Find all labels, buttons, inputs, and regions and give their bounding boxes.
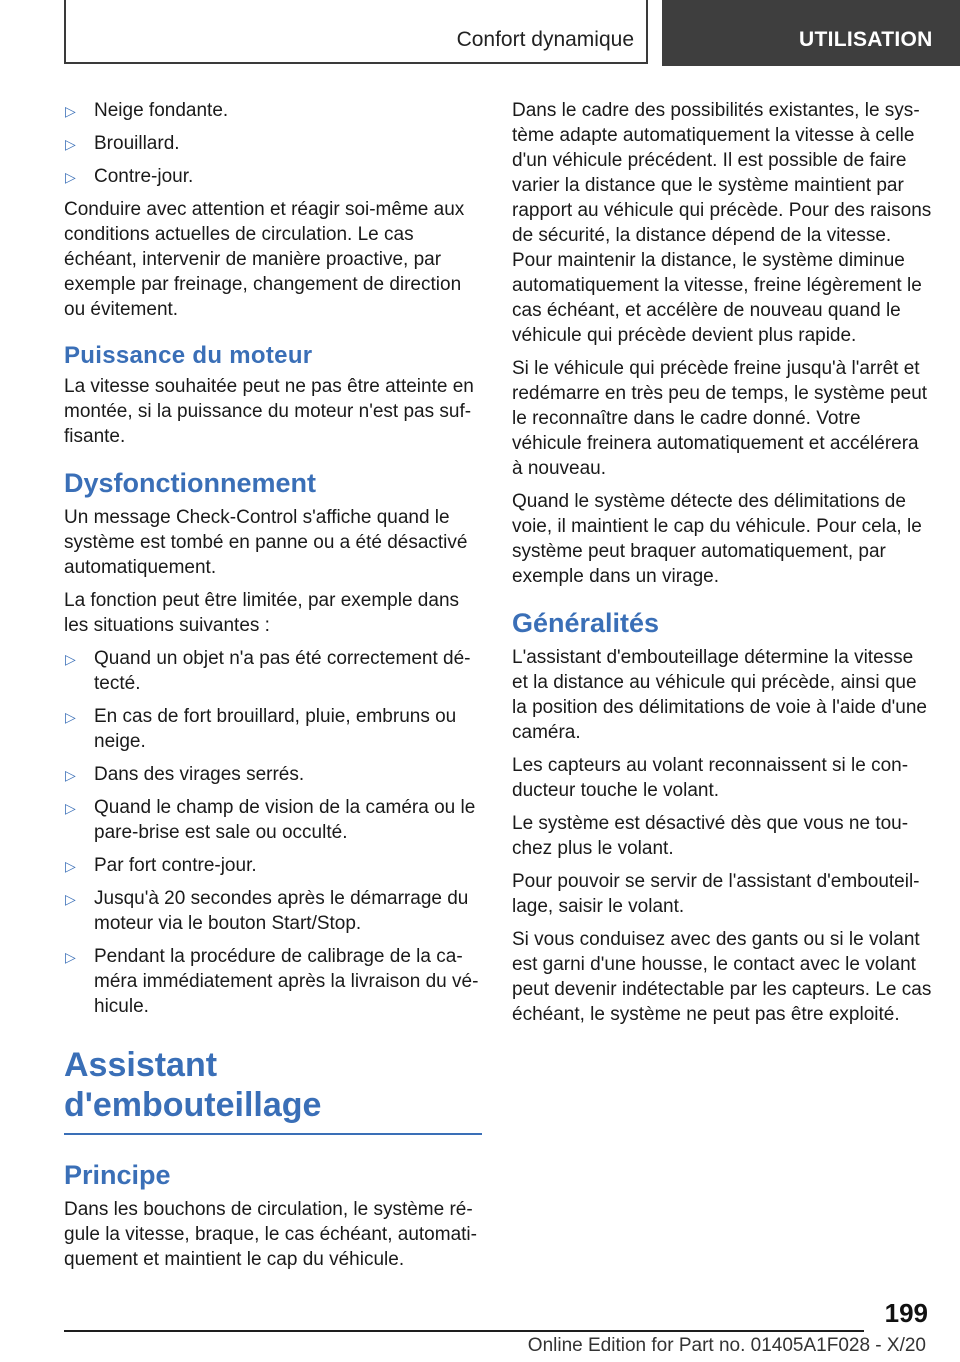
triangle-bullet-icon: ▷ — [65, 949, 76, 965]
paragraph: Dans le cadre des possibilités existantes, le système adapte automatiquement la vitesse à celle d'un véhicule précédent. Il est possible de faire varier la distance que le système maintient par rapport au véhicule qui précède. Pour des raisons de sécurité, la distance dépend de la vitesse. Pour maintenir la distance, le système diminue automatiquement la vitesse, freine légèrement le cas échéant, et accélère de nouveau quand le véhicule qui précède devient plus rapide. — [512, 100, 932, 346]
list-item: ▷ Neige fondante. — [65, 100, 229, 121]
triangle-bullet-icon: ▷ — [65, 800, 76, 816]
triangle-bullet-icon: ▷ — [65, 767, 76, 783]
heading-generalites: Généralités — [512, 608, 660, 638]
triangle-bullet-icon: ▷ — [65, 709, 76, 725]
list-item: ▷ Pendant la procédure de calibrage de la caméra immédiatement après la livraison du véhicule. — [65, 946, 479, 1017]
page-number: 199 — [884, 1298, 928, 1328]
paragraph: Dans les bouchons de circulation, le système régule la vitesse, braque, le cas échéant, automatiquement et maintient le cap du véhicule. — [64, 1199, 477, 1270]
bullet-list-conditions — [64, 98, 482, 189]
right-column — [512, 98, 932, 1035]
list-item: ▷ Quand le champ de vision de la caméra ou le pare-brise est sale ou occulté. — [65, 797, 476, 843]
triangle-bullet-icon: ▷ — [65, 103, 76, 119]
left-column — [64, 98, 482, 1280]
triangle-bullet-icon: ▷ — [65, 858, 76, 874]
list-item: ▷ Dans des virages serrés. — [65, 764, 305, 785]
list-item: ▷ Quand un objet n'a pas été correctement détecté. — [65, 648, 471, 694]
triangle-bullet-icon: ▷ — [65, 891, 76, 907]
triangle-bullet-icon: ▷ — [65, 136, 76, 152]
list-item: ▷ Par fort contre-jour. — [65, 855, 257, 876]
paragraph: Conduire avec attention et réagir soi-même aux conditions actuelles de circulation. Le cas échéant, intervenir de manière proactive, par exemple par freinage, changement de direction ou évitement. — [64, 199, 465, 320]
list-item: ▷ Contre-jour. — [65, 166, 194, 187]
paragraph: Quand le système détecte des délimitations de voie, il maintient le cap du véhicule. Pour cela, le système peut braquer automatiquement, par exemple dans un virage. — [512, 491, 922, 587]
triangle-bullet-icon: ▷ — [65, 169, 76, 185]
chapter-title-assistant: Assistant d'embouteillage — [64, 1045, 482, 1135]
paragraph: Pour pouvoir se servir de l'assistant d'embouteillage, saisir le volant. — [512, 871, 920, 917]
heading-principe: Principe — [64, 1160, 171, 1190]
list-item: ▷ Jusqu'à 20 secondes après le démarrage du moteur via le bouton Start/Stop. — [65, 888, 469, 934]
paragraph: La fonction peut être limitée, par exemple dans les situations suivantes : — [64, 590, 460, 636]
header-section-title: Confort dynamique — [456, 28, 634, 51]
page-header — [0, 0, 960, 66]
paragraph: L'assistant d'embouteillage détermine la vitesse et la distance au véhicule qui précède, ainsi que la position des délimitations de voie à l'aide d'une caméra. — [512, 647, 927, 743]
paragraph: Si vous conduisez avec des gants ou si le volant est garni d'une housse, le contact avec le volant peut devenir indétectable par les capteurs. Le cas échéant, le système ne peut pas être exploité. — [512, 929, 932, 1025]
paragraph: Un message Check-Control s'affiche quand le système est tombé en panne ou a été désactivé automatiquement. — [64, 507, 468, 578]
paragraph: Les capteurs au volant reconnaissent si le conducteur touche le volant. — [512, 755, 909, 801]
paragraph: La vitesse souhaitée peut ne pas être atteinte en montée, si la puissance du moteur n'est pas suffisante. — [64, 376, 474, 447]
paragraph: Le système est désactivé dès que vous ne touchez plus le volant. — [512, 813, 909, 859]
header-section-box — [64, 0, 648, 64]
heading-puissance: Puissance du moteur — [64, 342, 313, 369]
list-item: ▷ Brouillard. — [65, 133, 180, 154]
list-item: ▷ En cas de fort brouillard, pluie, embruns ou neige. — [65, 706, 457, 752]
footer-edition: Online Edition for Part no. 01405A1F028 - X/20 — [527, 1335, 926, 1356]
paragraph: Si le véhicule qui précède freine jusqu'à l'arrêt et redémarre en très peu de temps, le système peut le reconnaître dans le cadre donné. Votre véhicule freinera automatiquement et accélérera à nouveau. — [512, 358, 928, 479]
triangle-bullet-icon: ▷ — [65, 651, 76, 667]
bullet-list-limitations — [64, 646, 482, 1019]
footer-divider — [64, 1330, 864, 1332]
header-chapter-tab: UTILISATION — [662, 0, 960, 66]
heading-dysfonctionnement: Dysfonctionnement — [64, 468, 317, 498]
